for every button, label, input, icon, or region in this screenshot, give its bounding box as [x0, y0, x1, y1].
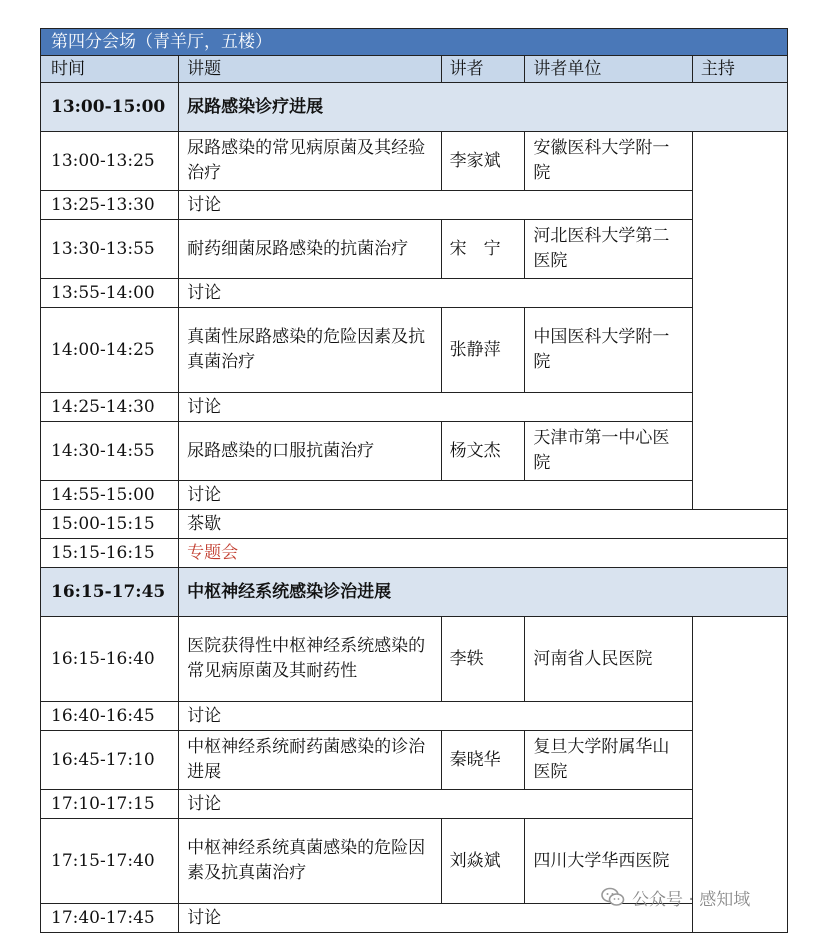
- header-unit: 讲者单位: [525, 56, 693, 83]
- break-topic: 茶歇: [179, 510, 788, 539]
- watermark-text: 公众号 · 感知域: [632, 889, 751, 910]
- host-cell: [692, 132, 787, 510]
- discussion-label: 讨论: [179, 904, 693, 933]
- talk-unit: 天津市第一中心医院: [525, 422, 693, 481]
- header-host: 主持: [692, 56, 787, 83]
- talk-time: 13:30-13:55: [41, 220, 179, 279]
- talk-time: 17:15-17:40: [41, 819, 179, 904]
- discussion-row: [41, 702, 788, 731]
- break-topic: 专题会: [179, 539, 788, 568]
- talk-speaker: 杨文杰: [441, 422, 525, 481]
- talk-time: 14:00-14:25: [41, 308, 179, 393]
- talk-row: [41, 308, 788, 393]
- talk-time: 14:30-14:55: [41, 422, 179, 481]
- talk-topic: 尿路感染的口服抗菌治疗: [179, 422, 442, 481]
- session-time: 16:15-17:45: [41, 568, 179, 617]
- discussion-row: [41, 279, 788, 308]
- session-title: 中枢神经系统感染诊治进展: [179, 568, 788, 617]
- talk-topic: 真菌性尿路感染的危险因素及抗真菌治疗: [179, 308, 442, 393]
- talk-time: 13:00-13:25: [41, 132, 179, 191]
- talk-topic: 中枢神经系统真菌感染的危险因素及抗真菌治疗: [179, 819, 442, 904]
- talk-time: 14:55-15:00: [41, 481, 179, 510]
- talk-unit: 河北医科大学第二医院: [525, 220, 693, 279]
- discussion-label: 讨论: [179, 790, 693, 819]
- session-header-row: [41, 568, 788, 617]
- break-row: [41, 539, 788, 568]
- talk-time: 14:25-14:30: [41, 393, 179, 422]
- header-time: 时间: [41, 56, 179, 83]
- wechat-icon: [600, 884, 626, 910]
- talk-unit: 四川大学华西医院: [525, 819, 693, 904]
- talk-time: 17:10-17:15: [41, 790, 179, 819]
- talk-row: [41, 422, 788, 481]
- header-topic: 讲题: [179, 56, 442, 83]
- talk-speaker: 李轶: [441, 617, 525, 702]
- discussion-label: 讨论: [179, 191, 693, 220]
- discussion-row: [41, 191, 788, 220]
- talk-row: [41, 132, 788, 191]
- schedule-sheet: [40, 28, 788, 933]
- talk-speaker: 宋 宁: [441, 220, 525, 279]
- talk-time: 17:40-17:45: [41, 904, 179, 933]
- break-row: [41, 510, 788, 539]
- discussion-row: [41, 481, 788, 510]
- talk-speaker: 李家斌: [441, 132, 525, 191]
- discussion-label: 讨论: [179, 481, 693, 510]
- talk-unit: 河南省人民医院: [525, 617, 693, 702]
- venue-row: [41, 29, 788, 56]
- talk-speaker: 刘焱斌: [441, 819, 525, 904]
- talk-unit: 安徽医科大学附一院: [525, 132, 693, 191]
- break-time: 15:00-15:15: [41, 510, 179, 539]
- discussion-row: [41, 393, 788, 422]
- talk-topic: 医院获得性中枢神经系统感染的常见病原菌及其耐药性: [179, 617, 442, 702]
- talk-row: [41, 731, 788, 790]
- header-row: [41, 56, 788, 83]
- discussion-label: 讨论: [179, 393, 693, 422]
- talk-time: 13:25-13:30: [41, 191, 179, 220]
- discussion-row: [41, 790, 788, 819]
- discussion-label: 讨论: [179, 702, 693, 731]
- session-time: 13:00-15:00: [41, 83, 179, 132]
- talk-unit: 复旦大学附属华山医院: [525, 731, 693, 790]
- talk-unit: 中国医科大学附一院: [525, 308, 693, 393]
- venue-title: 第四分会场（青羊厅，五楼）: [41, 29, 788, 56]
- talk-time: 13:55-14:00: [41, 279, 179, 308]
- header-speaker: 讲者: [441, 56, 525, 83]
- session-title: 尿路感染诊疗进展: [179, 83, 788, 132]
- talk-time: 16:40-16:45: [41, 702, 179, 731]
- talk-row: [41, 220, 788, 279]
- talk-speaker: 张静萍: [441, 308, 525, 393]
- discussion-label: 讨论: [179, 279, 693, 308]
- talk-topic: 耐药细菌尿路感染的抗菌治疗: [179, 220, 442, 279]
- schedule-table: [40, 28, 788, 933]
- watermark: [600, 884, 750, 910]
- talk-time: 16:45-17:10: [41, 731, 179, 790]
- talk-row: [41, 617, 788, 702]
- talk-speaker: 秦晓华: [441, 731, 525, 790]
- session-header-row: [41, 83, 788, 132]
- talk-time: 16:15-16:40: [41, 617, 179, 702]
- talk-topic: 中枢神经系统耐药菌感染的诊治进展: [179, 731, 442, 790]
- break-time: 15:15-16:15: [41, 539, 179, 568]
- talk-topic: 尿路感染的常见病原菌及其经验治疗: [179, 132, 442, 191]
